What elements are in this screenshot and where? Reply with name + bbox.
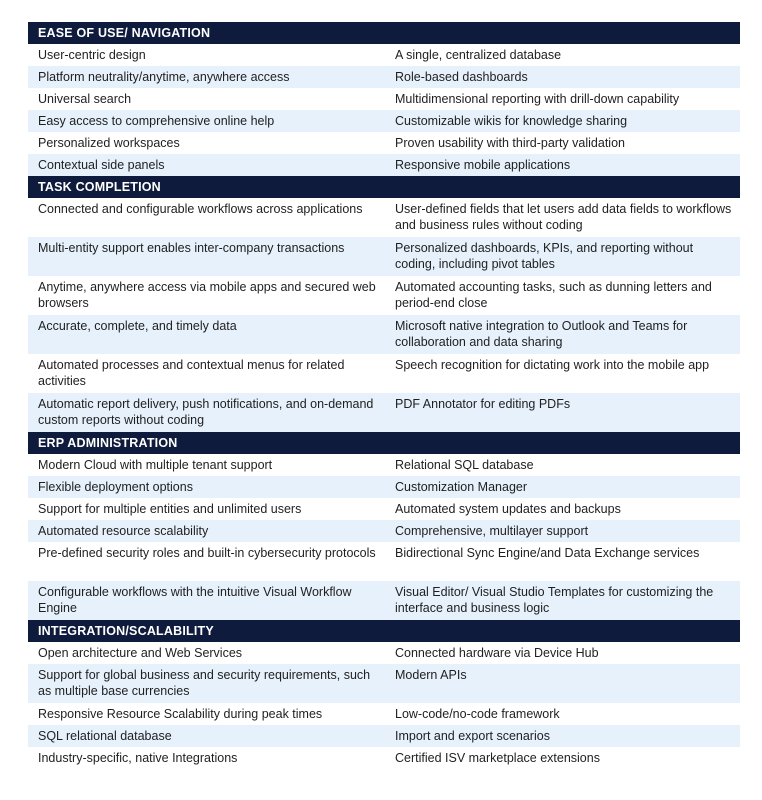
- table-row: [28, 747, 740, 769]
- table-row: [28, 44, 740, 66]
- table-cell: Import and export scenarios: [395, 729, 550, 743]
- table-row: [28, 315, 740, 354]
- table-row: [28, 498, 740, 520]
- table-cell: Automatic report delivery, push notifications, and on-demand custom reports without coding: [38, 397, 374, 427]
- section-header-ease-of-use: EASE OF USE/ NAVIGATION: [28, 22, 740, 44]
- table-cell: Platform neutrality/anytime, anywhere access: [38, 70, 290, 84]
- table-cell: SQL relational database: [38, 729, 172, 743]
- table-row: [28, 276, 740, 315]
- table-row: [28, 542, 740, 581]
- table-cell: Relational SQL database: [395, 458, 534, 472]
- table-cell: Low-code/no-code framework: [395, 707, 560, 721]
- table-row: [28, 642, 740, 664]
- table-row: [28, 88, 740, 110]
- table-cell: Proven usability with third-party validation: [395, 136, 625, 150]
- table-cell: Multidimensional reporting with drill-down capability: [395, 92, 680, 106]
- table-cell: Modern Cloud with multiple tenant support: [38, 458, 273, 472]
- table-cell: User-centric design: [38, 48, 146, 62]
- table-row: [28, 198, 740, 237]
- table-row: [28, 154, 740, 176]
- table-cell: PDF Annotator for editing PDFs: [395, 397, 571, 411]
- table-cell: Certified ISV marketplace extensions: [395, 751, 600, 765]
- table-row: [28, 393, 740, 432]
- table-row: [28, 454, 740, 476]
- table-cell: Personalized dashboards, KPIs, and reporting without coding, including pivot tables: [395, 241, 694, 271]
- table-cell: Pre-defined security roles and built-in cybersecurity protocols: [38, 546, 376, 560]
- table-row: [28, 664, 740, 703]
- table-cell: Responsive Resource Scalability during peak times: [38, 707, 323, 721]
- table-cell: Speech recognition for dictating work into the mobile app: [395, 358, 710, 372]
- table-cell: Universal search: [38, 92, 132, 106]
- table-cell: Anytime, anywhere access via mobile apps and secured web browsers: [38, 280, 376, 310]
- table-cell: Bidirectional Sync Engine/and Data Exchange services: [395, 546, 700, 560]
- table-cell: Responsive mobile applications: [395, 158, 571, 172]
- table-row: [28, 476, 740, 498]
- feature-table: [28, 22, 740, 769]
- section-header-integration-scalability: INTEGRATION/SCALABILITY: [28, 620, 740, 642]
- table-row: [28, 237, 740, 276]
- table-cell: Connected and configurable workflows across applications: [38, 202, 363, 216]
- table-cell: Automated accounting tasks, such as dunning letters and period-end close: [395, 280, 712, 310]
- table-cell: Industry-specific, native Integrations: [38, 751, 238, 765]
- section-header-erp-administration: ERP ADMINISTRATION: [28, 432, 740, 454]
- table-cell: Connected hardware via Device Hub: [395, 646, 599, 660]
- table-cell: Automated resource scalability: [38, 524, 209, 538]
- table-row: [28, 520, 740, 542]
- table-row: [28, 110, 740, 132]
- table-cell: Flexible deployment options: [38, 480, 193, 494]
- table-cell: Automated system updates and backups: [395, 502, 621, 516]
- table-cell: Easy access to comprehensive online help: [38, 114, 275, 128]
- table-cell: Role-based dashboards: [395, 70, 528, 84]
- table-cell: Visual Editor/ Visual Studio Templates for customizing the interface and business logic: [395, 585, 714, 615]
- table-cell: Support for global business and security requirements, such as multiple base currencies: [38, 668, 371, 698]
- table-cell: A single, centralized database: [395, 48, 562, 62]
- table-cell: Personalized workspaces: [38, 136, 180, 150]
- table-cell: Configurable workflows with the intuitive Visual Workflow Engine: [38, 585, 352, 615]
- table-row: [28, 66, 740, 88]
- table-cell: Modern APIs: [395, 668, 467, 682]
- table-row: [28, 132, 740, 154]
- table-row: [28, 703, 740, 725]
- table-cell: Contextual side panels: [38, 158, 165, 172]
- table-cell: Support for multiple entities and unlimited users: [38, 502, 302, 516]
- table-row: [28, 581, 740, 620]
- table-cell: Comprehensive, multilayer support: [395, 524, 589, 538]
- table-cell: Microsoft native integration to Outlook and Teams for collaboration and data sharing: [395, 319, 688, 349]
- table-cell: Accurate, complete, and timely data: [38, 319, 237, 333]
- table-cell: Customization Manager: [395, 480, 528, 494]
- table-row: [28, 354, 740, 393]
- table-cell: Open architecture and Web Services: [38, 646, 243, 660]
- table-cell: Customizable wikis for knowledge sharing: [395, 114, 628, 128]
- section-header-task-completion: TASK COMPLETION: [28, 176, 740, 198]
- table-cell: Automated processes and contextual menus for related activities: [38, 358, 345, 388]
- table-row: [28, 725, 740, 747]
- table-cell: User-defined fields that let users add data fields to workflows and business rules without coding: [395, 202, 732, 232]
- table-cell: Multi-entity support enables inter-company transactions: [38, 241, 345, 255]
